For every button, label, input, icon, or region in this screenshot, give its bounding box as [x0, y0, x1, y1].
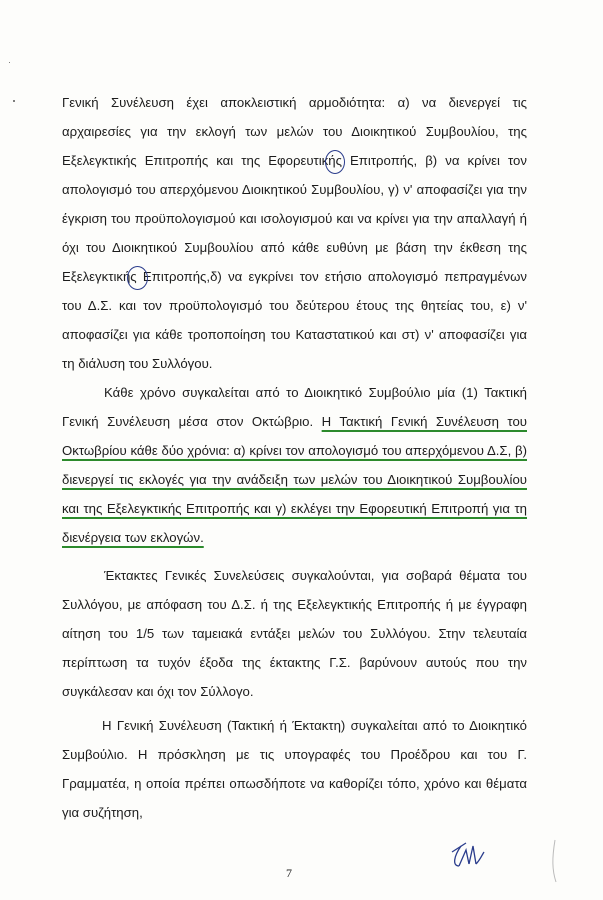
paragraph1-text-a: Γενική Συνέλευση έχει αποκλειστική αρμοδιότητα: α) να διενεργεί τις αρχαιρεσίες για την εκλογή των μελών του Διοικητικού Συμβουλίου, της Εξελεγκτικής Επιτροπής και της Εφορευτικής Επιτροπής,	[62, 95, 527, 168]
paragraph-general-assembly-powers	[62, 88, 527, 378]
handwritten-circled-d: δ)	[210, 269, 222, 284]
paragraph1-text-b: να κρίνει τον απολογισμό του απερχόμενου Διοικητικού Συμβουλίου, γ) ν' αποφασίζει για την έγκριση του προϋπολογισμού και ισολογισμού και να κρίνει για την απαλλαγή ή όχι του Διοικητικού Συμβουλίου από κάθε ευθύνη με βάση την έκθεση της Εξελεγκτικής Επιτροπής,	[62, 153, 527, 284]
pen-circle-d	[127, 266, 148, 290]
page-number: 7	[286, 866, 292, 880]
paragraph2-text-a: Κάθε χρόνο συγκαλείται από το Διοικητικό Συμβούλιο μία (1) Τακτική Γενική Συνέλευση μέσα στον Οκτώβριο.	[62, 385, 527, 429]
pen-circle-b	[325, 150, 345, 174]
initials-signature	[452, 843, 484, 866]
handwritten-circled-b: β)	[425, 153, 438, 168]
scan-speck	[9, 62, 10, 63]
scan-edge-mark	[553, 840, 556, 882]
paragraph-extraordinary-assemblies: Έκτακτες Γενικές Συνελεύσεις συγκαλούνται, για σοβαρά θέματα του Συλλόγου, με απόφαση του Δ.Σ. ή της Εξελεγκτικής Επιτροπής ή με έγγραφη αίτηση του 1/5 των ταμειακά εντάξει μελών του Συλλόγου. Στην τελευταία περίπτωση τα τυχόν έξοδα της έκτακτης Γ.Σ. βαρύνουν αυτούς που την συγκάλεσαν και όχι τον Σύλλογο.	[62, 568, 527, 699]
paragraph2-underlined-text: Η Τακτική Γενική Συνέλευση του Οκτωβρίου κάθε δύο χρόνια: α) κρίνει τον απολογισμό του απερχόμενου Δ.Σ, β) διενεργεί τις εκλογές για την ανάδειξη των μελών του Διοικητικού Συμβουλίου και της Εξελεγκτικής Επιτροπής και γ) εκλέγει την Εφορευτική Επιτροπή για τη διενέργεια των εκλογών.	[62, 414, 527, 545]
scan-speck	[13, 100, 15, 102]
paragraph-convocation: Η Γενική Συνέλευση (Τακτική ή Έκτακτη) συγκαλείται από το Διοικητικό Συμβούλιο. Η πρόσκληση με τις υπογραφές του Προέδρου και του Γ. Γραμματέα, η οποία πρέπει οπωσδήποτε να καθορίζει τόπο, χρόνο και θέματα για συζήτηση,	[62, 718, 527, 820]
paragraph-regular-assembly	[62, 378, 527, 552]
paragraph1-text-c: να εγκρίνει τον ετήσιο απολογισμό πεπραγμένων του Δ.Σ. και τον προϋπολογισμό του δεύτερου έτους της θητείας του, ε) ν' αποφασίζει για κάθε τροποποίηση του Καταστατικού και στ) ν' αποφασίζει για τη διάλυση του Συλλόγου.	[62, 269, 527, 371]
